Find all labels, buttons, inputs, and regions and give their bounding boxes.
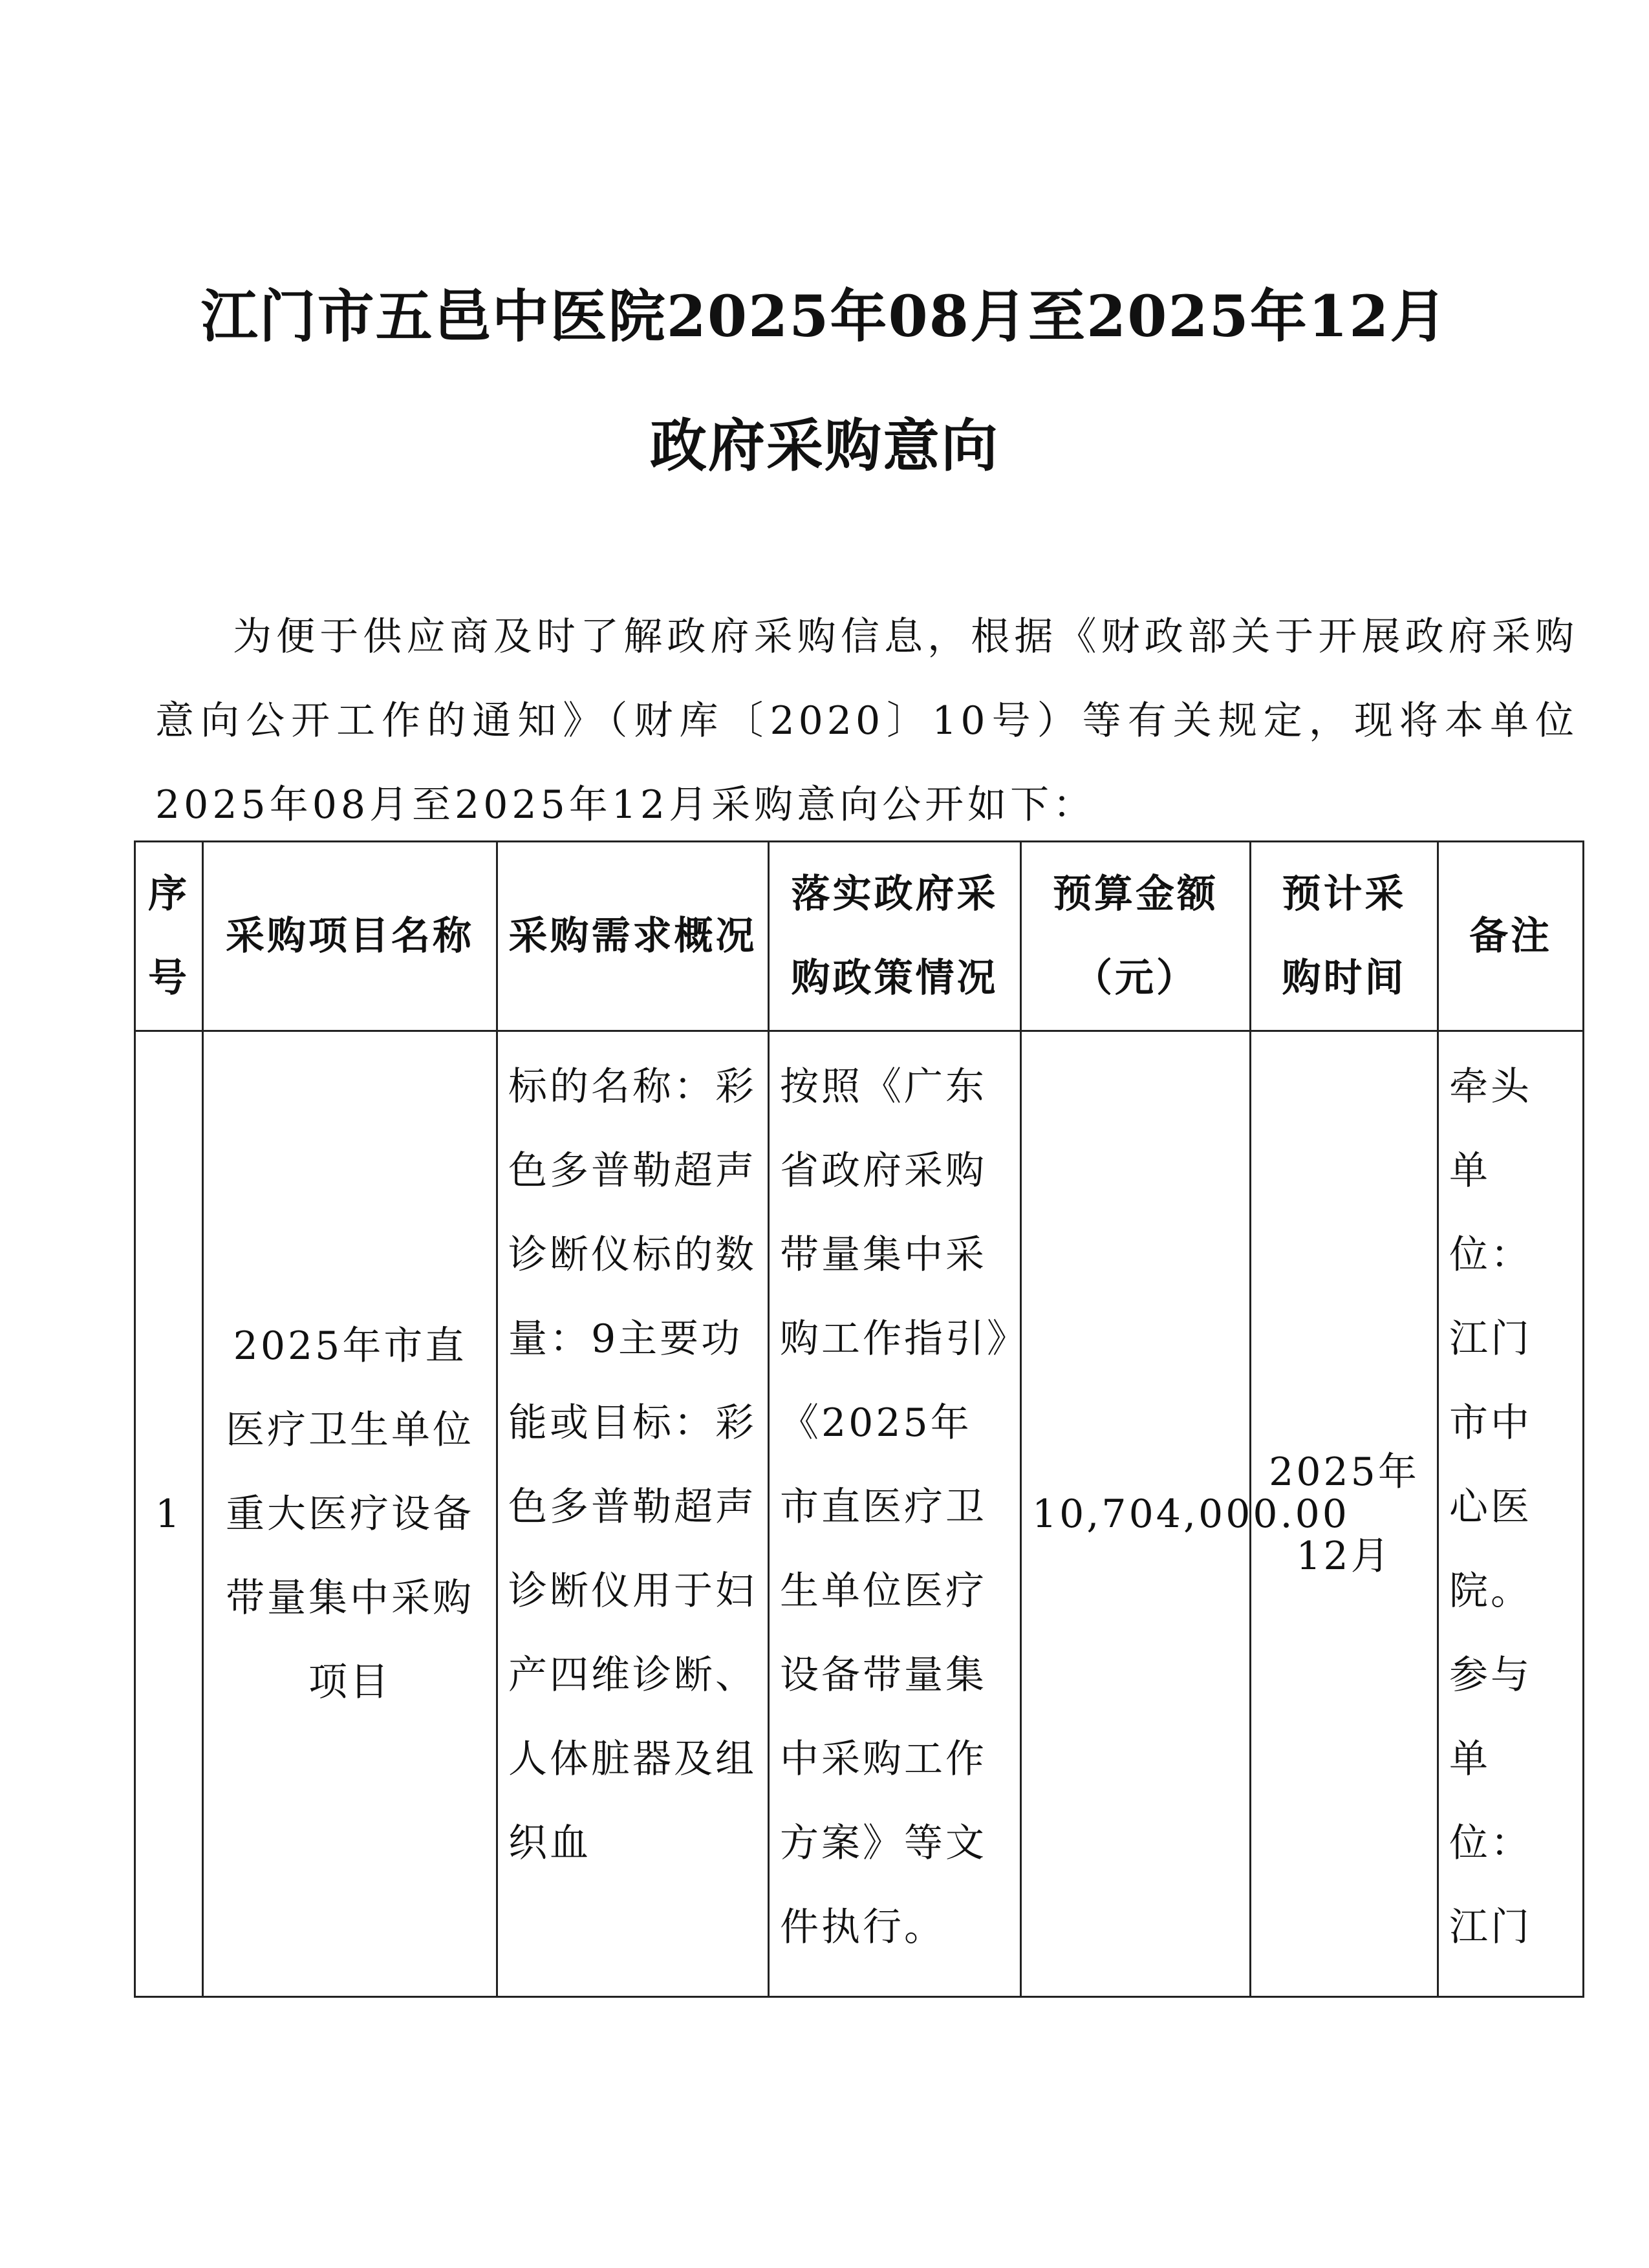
document-title-line-2: 政府采购意向 [649,412,999,479]
cell-project-name: 2025年市直医疗卫生单位重大医疗设备带量集中采购项目 [203,1031,497,1997]
procurement-table [134,840,1584,1998]
cell-time: 2025年12月 [1251,1031,1438,1997]
header-project-name: 采购项目名称 [203,842,497,1031]
cell-budget: 10,704,000.00 [1021,1031,1251,1997]
header-budget: 预算金额（元） [1021,842,1251,1031]
header-note: 备注 [1438,842,1584,1031]
header-time: 预计采购时间 [1251,842,1438,1031]
cell-policy: 按照《广东省政府采购带量集中采购工作指引》《2025年市直医疗卫生单位医疗设备带量集中采购工作方案》等文件执行。 [769,1031,1021,1997]
header-requirement: 采购需求概况 [497,842,769,1031]
cell-note: 牵头单位：江门市中心医院。参与单位：江门 [1438,1031,1584,1997]
intro-paragraph: 为便于供应商及时了解政府采购信息，根据《财政部关于开展政府采购意向公开工作的通知》（财库〔2020〕10号）等有关规定，现将本单位2025年08月至2025年12月采购意向公开如下： [155,614,1578,828]
header-seq: 序号 [135,842,203,1031]
header-policy: 落实政府采购政策情况 [769,842,1021,1031]
table-header-row [135,842,1584,1031]
cell-requirement: 标的名称：彩色多普勒超声诊断仪标的数量：9主要功能或目标：彩色多普勒超声诊断仪用于妇产四维诊断、人体脏器及组织血 [497,1031,769,1997]
document-title-line-1: 江门市五邑中医院2025年08月至2025年12月 [200,283,1449,350]
table-row [135,1031,1584,1997]
cell-seq: 1 [135,1031,203,1997]
